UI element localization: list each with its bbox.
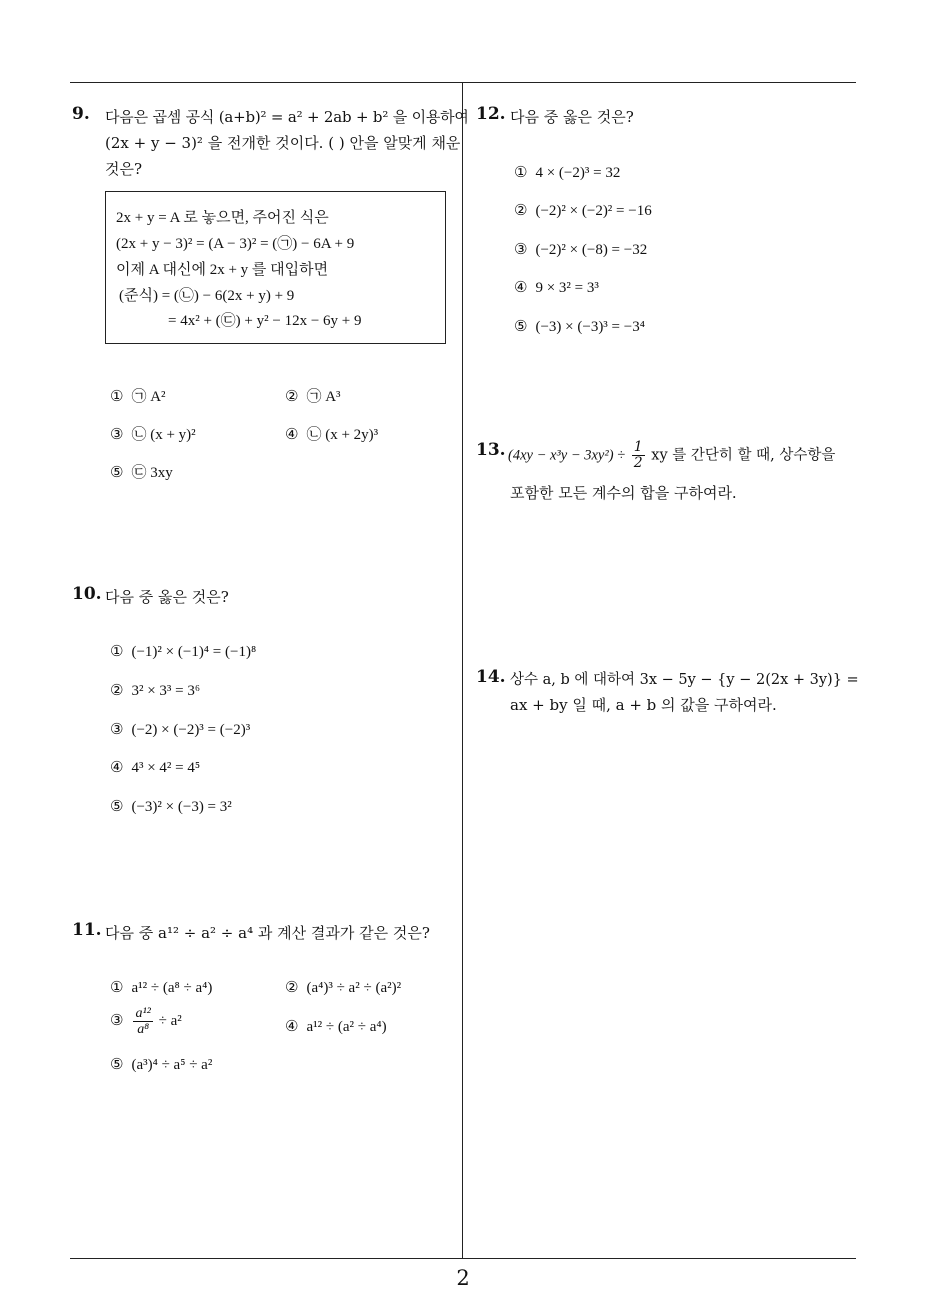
q11-option-2-text: (a⁴)³ ÷ a² ÷ (a²)² bbox=[306, 980, 402, 996]
q12-option-3-text: (−2)² × (−8) = −32 bbox=[535, 242, 648, 258]
q12-option-1-text: 4 × (−2)³ = 32 bbox=[535, 165, 621, 181]
q10-option-2-mark: ② bbox=[110, 681, 124, 699]
q10-option-4-text: 4³ × 4² = 4⁵ bbox=[131, 760, 201, 776]
q10-option-3-mark: ③ bbox=[110, 720, 124, 738]
q13-number: 13. bbox=[476, 440, 506, 460]
q14-number: 14. bbox=[476, 667, 506, 687]
bottom-rule bbox=[70, 1258, 856, 1259]
q9-line3: 것은? bbox=[105, 160, 143, 178]
q9-option-3[interactable] bbox=[110, 423, 196, 444]
q10-option-3-text: (−2) × (−2)³ = (−2)³ bbox=[131, 722, 251, 738]
q11-option-3-fraction bbox=[133, 1006, 152, 1037]
q11-option-4-mark: ④ bbox=[285, 1017, 299, 1035]
q9-line1: 다음은 곱셈 공식 (a+b)² = a² + 2ab + b² 을 이용하여 bbox=[105, 108, 469, 126]
q9-line2: (2x + y − 3)² 을 전개한 것이다. ( ) 안을 알맞게 채운 bbox=[105, 134, 461, 152]
q14-line2: ax + by 일 때, a + b 의 값을 구하여라. bbox=[510, 696, 777, 714]
q12-text: 다음 중 옳은 것은? bbox=[510, 108, 634, 126]
q10-option-2[interactable] bbox=[110, 681, 200, 700]
q10-option-2-text: 3² × 3³ = 3⁶ bbox=[131, 683, 201, 699]
q9-option-2[interactable] bbox=[285, 385, 341, 406]
q11-option-3[interactable] bbox=[110, 1006, 182, 1037]
q11-option-1-mark: ① bbox=[110, 978, 124, 996]
q13-fraction-numerator: 1 bbox=[633, 439, 643, 455]
q9-option-1[interactable] bbox=[110, 385, 166, 406]
q13-fraction-denominator: 2 bbox=[633, 455, 643, 471]
q13-after-text: xy 를 간단히 할 때, 상수항을 bbox=[651, 447, 836, 464]
q11-option-2-mark: ② bbox=[285, 978, 299, 996]
q12-option-4-mark: ④ bbox=[514, 278, 528, 296]
q10-option-1-mark: ① bbox=[110, 642, 124, 660]
q9-box-line-3: 이제 A 대신에 2x + y 를 대입하면 bbox=[116, 262, 329, 278]
q12-option-2[interactable] bbox=[514, 201, 652, 220]
q11-option-5[interactable] bbox=[110, 1055, 212, 1074]
q10-option-1[interactable] bbox=[110, 642, 256, 661]
q9-option-2-text: ㉠ A³ bbox=[306, 389, 341, 405]
q12-option-3-mark: ③ bbox=[514, 240, 528, 258]
q10-option-5-mark: ⑤ bbox=[110, 797, 124, 815]
q11-option-1[interactable] bbox=[110, 978, 212, 997]
q12-option-2-text: (−2)² × (−2)² = −16 bbox=[535, 203, 652, 219]
q11-option-4-text: a¹² ÷ (a² ÷ a⁴) bbox=[306, 1019, 387, 1035]
q9-box-line-5: = 4x² + (㉢) + y² − 12x − 6y + 9 bbox=[168, 313, 362, 329]
q10-option-3[interactable] bbox=[110, 720, 250, 739]
q13-fraction bbox=[632, 440, 645, 471]
q11-option-3-text: ÷ a² bbox=[158, 1012, 182, 1029]
q12-option-5[interactable] bbox=[514, 317, 645, 336]
q9-option-4[interactable] bbox=[285, 423, 378, 444]
q14-line1: 상수 a, b 에 대하여 3x − 5y − {y − 2(2x + 3y)} = bbox=[510, 672, 859, 688]
q9-box-line-2: (2x + y − 3)² = (A − 3)² = (㉠) − 6A + 9 bbox=[116, 236, 355, 252]
q11-option-2[interactable] bbox=[285, 978, 401, 997]
q12-option-5-mark: ⑤ bbox=[514, 317, 528, 335]
q11-option-3-mark: ③ bbox=[110, 1010, 124, 1029]
q10-number: 10. bbox=[72, 584, 102, 604]
q13-expression: (4xy − x³y − 3xy²) ÷ bbox=[508, 447, 626, 464]
q11-option-4[interactable] bbox=[285, 1017, 387, 1036]
q11-number: 11. bbox=[72, 920, 102, 940]
q10-option-1-text: (−1)² × (−1)⁴ = (−1)⁸ bbox=[131, 644, 257, 660]
q9-option-5-mark: ⑤ bbox=[110, 463, 124, 481]
q11-option-5-text: (a³)⁴ ÷ a⁵ ÷ a² bbox=[131, 1057, 213, 1073]
q12-option-3[interactable] bbox=[514, 240, 647, 259]
q9-option-3-mark: ③ bbox=[110, 425, 124, 443]
q12-option-5-text: (−3) × (−3)³ = −3⁴ bbox=[535, 319, 645, 335]
q12-number: 12. bbox=[476, 104, 506, 124]
q9-option-5[interactable] bbox=[110, 461, 173, 482]
column-divider bbox=[462, 83, 463, 1259]
q10-option-4[interactable] bbox=[110, 758, 200, 777]
q9-option-3-text: ㉡ (x + y)² bbox=[131, 427, 196, 443]
q11-option-3-denominator: a⁸ bbox=[137, 1022, 150, 1037]
q12-option-1-mark: ① bbox=[514, 163, 528, 181]
q10-text: 다음 중 옳은 것은? bbox=[105, 588, 229, 606]
q9-option-4-text: ㉡ (x + 2y)³ bbox=[306, 427, 379, 443]
q11-text: 다음 중 a¹² ÷ a² ÷ a⁴ 과 계산 결과가 같은 것은? bbox=[105, 924, 430, 942]
q11-option-1-text: a¹² ÷ (a⁸ ÷ a⁴) bbox=[131, 980, 213, 996]
q9-number: 9. bbox=[72, 104, 90, 124]
q9-box-line-1: 2x + y = A 로 놓으면, 주어진 식은 bbox=[116, 210, 329, 226]
q10-option-5-text: (−3)² × (−3) = 3² bbox=[131, 799, 232, 815]
q9-box-line-4: (준식) = (㉡) − 6(2x + y) + 9 bbox=[119, 288, 295, 304]
q11-option-5-mark: ⑤ bbox=[110, 1055, 124, 1073]
q12-option-4-text: 9 × 3² = 3³ bbox=[535, 280, 599, 296]
q13-line1 bbox=[508, 440, 835, 471]
page-number: 2 bbox=[456, 1266, 470, 1290]
q9-option-1-text: ㉠ A² bbox=[131, 389, 166, 405]
q12-option-4[interactable] bbox=[514, 278, 599, 297]
top-rule bbox=[70, 82, 856, 83]
q9-option-1-mark: ① bbox=[110, 387, 124, 405]
q9-option-5-text: ㉢ 3xy bbox=[131, 465, 173, 481]
q11-option-3-numerator: a¹² bbox=[135, 1006, 151, 1021]
q13-line2: 포함한 모든 계수의 합을 구하여라. bbox=[510, 484, 737, 502]
q9-option-4-mark: ④ bbox=[285, 425, 299, 443]
q12-option-1[interactable] bbox=[514, 163, 620, 182]
q12-option-2-mark: ② bbox=[514, 201, 528, 219]
q10-option-5[interactable] bbox=[110, 797, 232, 816]
q9-option-2-mark: ② bbox=[285, 387, 299, 405]
q10-option-4-mark: ④ bbox=[110, 758, 124, 776]
